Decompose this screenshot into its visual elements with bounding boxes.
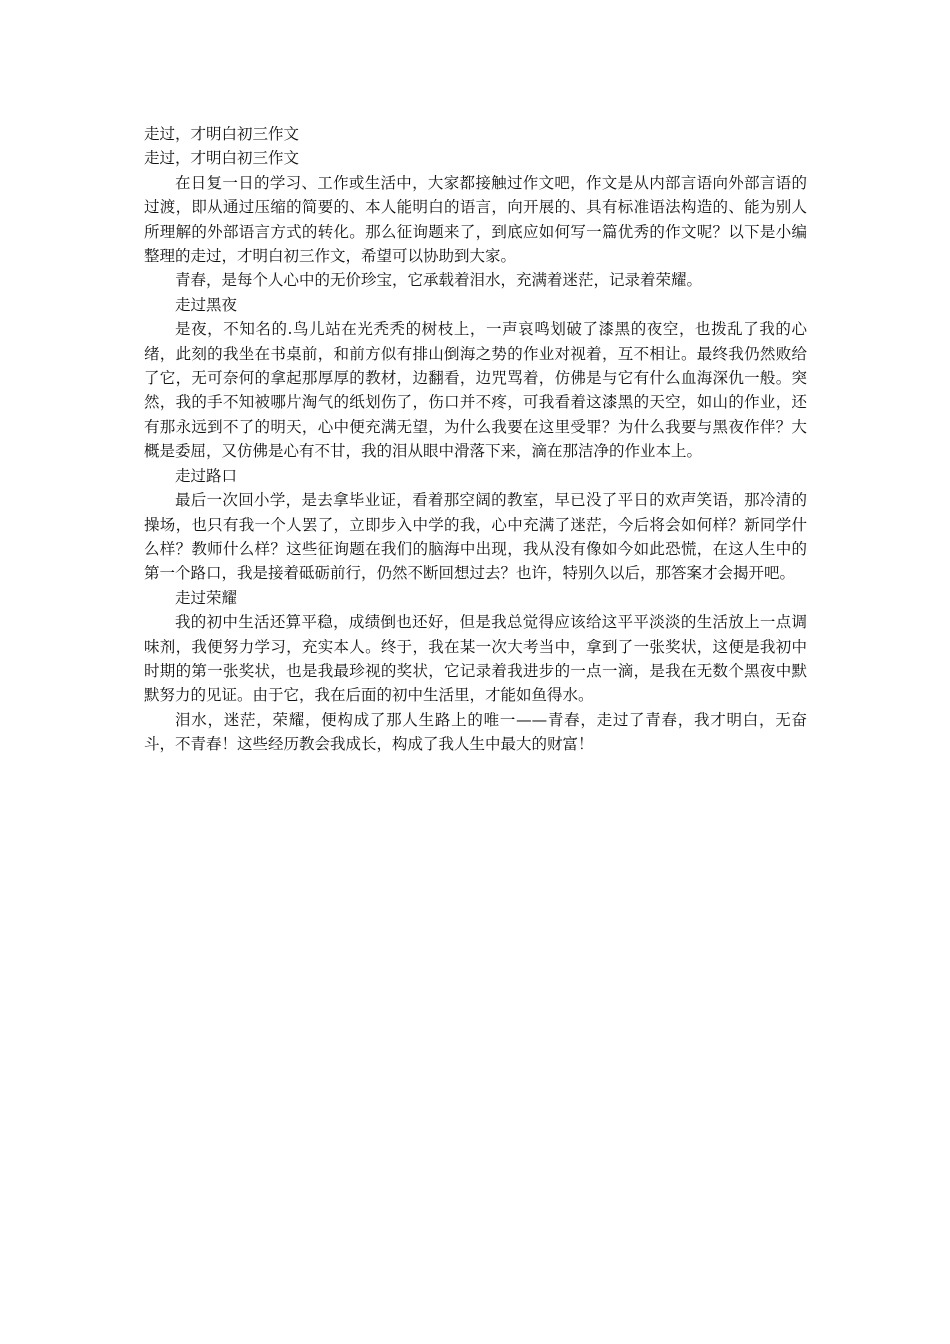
section-heading-crossroad: 走过路口	[175, 466, 238, 485]
theme-paragraph: 青春，是每个人心中的无价珍宝，它承载着泪水，充满着迷茫，记录着荣耀。	[175, 271, 703, 290]
closing-paragraph: 泪水，迷茫，荣耀，便构成了那人生路上的唯一——青春，走过了青春，我才明白，无奋斗，不青春！这些经历教会我成长，构成了我人生中最大的财富！	[144, 710, 807, 754]
document-page	[144, 122, 807, 757]
section-body-glory: 我的初中生活还算平稳，成绩倒也还好，但是我总觉得应该给这平平淡淡的生活放上一点调味剂，我便努力学习，充实本人。终于，我在某一次大考当中，拿到了一张奖状，这便是我初中时期的第一张奖状，也是我最珍视的奖状，它记录着我进步的一点一滴，是我在无数个黑夜中默默努力的见证。由于它，我在后面的初中生活里，才能如鱼得水。	[144, 613, 807, 705]
intro-paragraph: 在日复一日的学习、工作或生活中，大家都接触过作文吧，作文是从内部言语向外部言语的过渡，即从通过压缩的简要的、本人能明白的语言，向开展的、具有标准语法构造的、能为别人所理解的外部语言方式的转化。那么征询题来了，到底应如何写一篇优秀的作文呢？以下是小编整理的走过，才明白初三作文，希望可以协助到大家。	[144, 173, 807, 266]
section-body-night: 是夜，不知名的.鸟儿站在光秃秃的树枝上，一声哀鸣划破了漆黑的夜空，也拨乱了我的心绪，此刻的我坐在书桌前，和前方似有排山倒海之势的作业对视着，互不相让。最终我仍然败给了它，无可奈何的拿起那厚厚的教材，边翻看，边咒骂着，仿佛是与它有什么血海深仇一般。突然，我的手不知被哪片淘气的纸划伤了，伤口并不疼，可我看着这漆黑的天空，如山的作业，还有那永远到不了的明天，心中便充满无望，为什么我要在这里受罪？为什么我要与黑夜作伴？大概是委屈，又仿佛是心有不甘，我的泪从眼中滑落下来，滴在那洁净的作业本上。	[144, 320, 807, 461]
section-heading-night: 走过黑夜	[175, 295, 238, 314]
section-body-crossroad: 最后一次回小学，是去拿毕业证，看着那空阔的教室，早已没了平日的欢声笑语，那冷清的操场，也只有我一个人罢了，立即步入中学的我，心中充满了迷茫，今后将会如何样？新同学什么样？教师什么样？这些征询题在我们的脑海中出现，我从没有像如今如此恐慌，在这人生中的第一个路口，我是接着砥砺前行，仍然不断回想过去？也许，特别久以后，那答案才会揭开吧。	[144, 491, 807, 583]
section-heading-glory: 走过荣耀	[175, 588, 238, 607]
document-title-left: 走过，才明白初三作文	[144, 149, 300, 168]
document-title-centered: 走过，才明白初三作文	[144, 125, 300, 143]
